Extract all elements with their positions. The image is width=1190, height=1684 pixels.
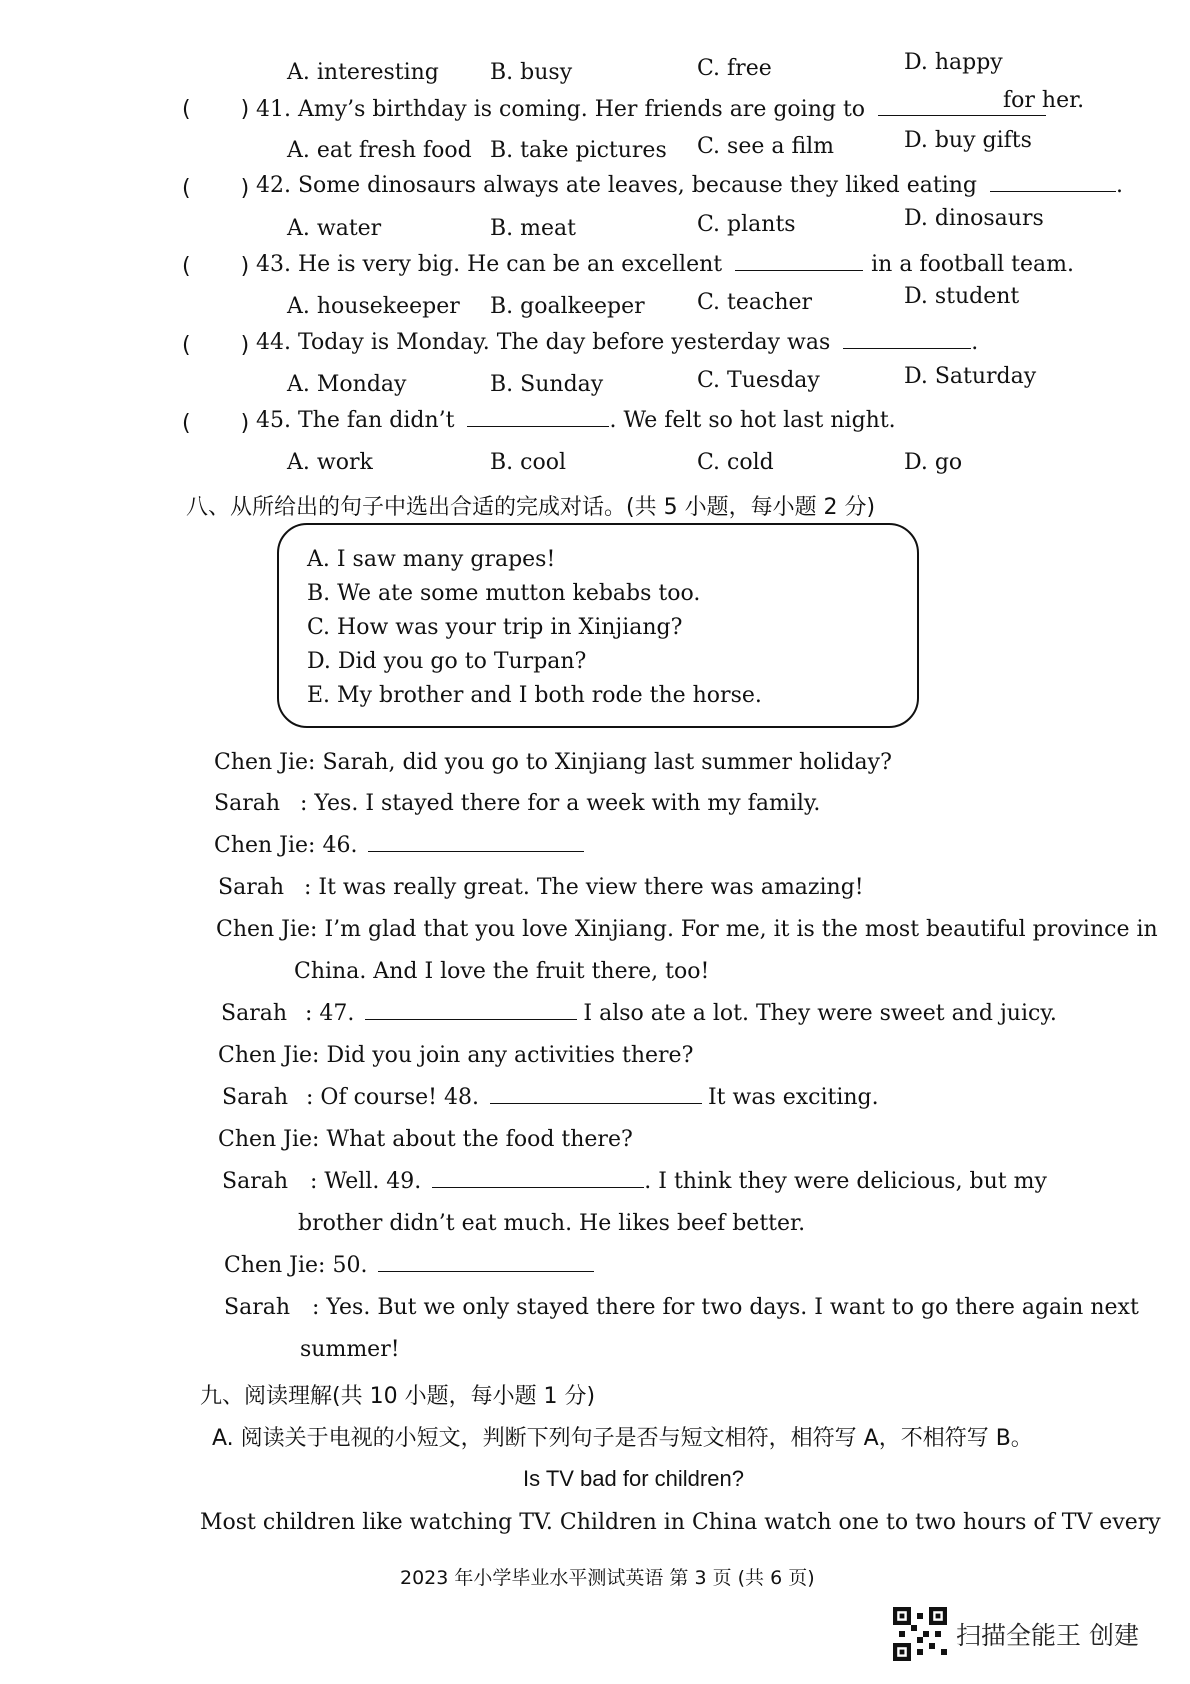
scanner-watermark: 扫描全能王 创建 [956, 1621, 1139, 1650]
passage-title: Is TV bad for children? [523, 1466, 744, 1491]
q41-tail: for her. [1003, 88, 1085, 113]
q43-option-b: B. goalkeeper [490, 294, 645, 319]
q44-option-c: C. Tuesday [697, 368, 820, 393]
q42-answer-paren[interactable]: ( ) [182, 176, 250, 201]
blank-47[interactable] [365, 1018, 577, 1020]
q44-option-a: A. Monday [287, 372, 407, 397]
q41-option-b: B. take pictures [490, 138, 667, 163]
dialogue-line-10-cont: brother didn’t eat much. He likes beef better. [298, 1211, 806, 1236]
q45-option-c: C. cold [697, 450, 774, 475]
dialogue-line-6: Sarah : 47. I also ate a lot. They were sweet and juicy. [221, 1001, 1057, 1026]
q41-option-a: A. eat fresh food [287, 138, 472, 163]
dialogue-line-2: Sarah : Yes. I stayed there for a week with my family. [214, 791, 821, 816]
q45-stem: 45. The fan didn’t . We felt so hot last night. [256, 408, 896, 433]
passage-line-1: Most children like watching TV. Children in China watch one to two hours of TV every [200, 1510, 1161, 1535]
q42-option-b: B. meat [490, 216, 576, 241]
q44-stem: 44. Today is Monday. The day before yesterday was . [256, 330, 979, 355]
q40-option-d: D. happy [904, 50, 1003, 75]
dialogue-line-5: Chen Jie: I’m glad that you love Xinjiang. For me, it is the most beautiful province in [216, 917, 1158, 942]
dialogue-line-8: Sarah : Of course! 48. It was exciting. [222, 1085, 879, 1110]
q41-stem: 41. Amy’s birthday is coming. Her friends are going to [256, 97, 1046, 122]
q43-blank [735, 269, 863, 271]
blank-46[interactable] [368, 850, 584, 852]
q41-option-c: C. see a film [697, 134, 835, 159]
section-9-title: 九、阅读理解(共 10 小题，每小题 1 分) [200, 1384, 596, 1409]
q40-option-c: C. free [697, 56, 772, 81]
dialogue-line-4: Sarah : It was really great. The view there was amazing! [218, 875, 864, 900]
dialogue-line-11: Chen Jie: 50. [224, 1253, 594, 1278]
dialogue-line-12-cont: summer! [300, 1337, 400, 1362]
q43-answer-paren[interactable]: ( ) [182, 254, 250, 279]
page-footer: 2023 年小学毕业水平测试英语 第 3 页 (共 6 页) [400, 1567, 815, 1589]
q42-option-d: D. dinosaurs [904, 206, 1044, 231]
choice-e: E. My brother and I both rode the horse. [307, 683, 762, 708]
q45-answer-paren[interactable]: ( ) [182, 411, 250, 436]
q45-option-d: D. go [904, 450, 963, 475]
q44-blank [843, 347, 971, 349]
dialogue-line-1: Chen Jie: Sarah, did you go to Xinjiang last summer holiday? [214, 750, 892, 775]
q41-answer-paren[interactable]: ( ) [182, 97, 250, 122]
q45-option-a: A. work [287, 450, 373, 475]
section-9-part-a: A. 阅读关于电视的小短文，判断下列句子是否与短文相符，相符写 A，不相符写 B。 [212, 1426, 1033, 1451]
q45-blank [467, 425, 609, 427]
dialogue-line-3: Chen Jie: 46. [214, 833, 584, 858]
q43-option-d: D. student [904, 284, 1020, 309]
dialogue-line-7: Chen Jie: Did you join any activities there? [218, 1043, 694, 1068]
qr-code-icon [893, 1607, 947, 1661]
section-8-title: 八、从所给出的句子中选出合适的完成对话。(共 5 小题，每小题 2 分) [186, 495, 876, 520]
dialogue-line-9: Chen Jie: What about the food there? [218, 1127, 633, 1152]
q43-stem: 43. He is very big. He can be an excellent in a football team. [256, 252, 1075, 277]
blank-48[interactable] [490, 1102, 702, 1104]
dialogue-line-10: Sarah : Well. 49. . I think they were delicious, but my [222, 1169, 1047, 1194]
choice-box [277, 523, 919, 728]
q44-answer-paren[interactable]: ( ) [182, 333, 250, 358]
q44-option-b: B. Sunday [490, 372, 604, 397]
choice-a: A. I saw many grapes! [307, 547, 556, 572]
q42-option-c: C. plants [697, 212, 796, 237]
blank-50[interactable] [378, 1270, 594, 1272]
q43-option-c: C. teacher [697, 290, 813, 315]
q41-blank [878, 114, 1046, 116]
choice-c: C. How was your trip in Xinjiang? [307, 615, 683, 640]
dialogue-line-12: Sarah : Yes. But we only stayed there for two days. I want to go there again next [224, 1295, 1139, 1320]
q43-option-a: A. housekeeper [287, 294, 460, 319]
q42-blank [990, 190, 1116, 192]
blank-49[interactable] [432, 1186, 644, 1188]
dialogue-line-5-cont: China. And I love the fruit there, too! [294, 959, 710, 984]
q45-option-b: B. cool [490, 450, 567, 475]
q44-option-d: D. Saturday [904, 364, 1037, 389]
q42-stem: 42. Some dinosaurs always ate leaves, because they liked eating . [256, 173, 1123, 198]
choice-b: B. We ate some mutton kebabs too. [307, 581, 701, 606]
choice-d: D. Did you go to Turpan? [307, 649, 587, 674]
q40-option-a: A. interesting [287, 60, 439, 85]
q41-option-d: D. buy gifts [904, 128, 1032, 153]
q40-option-b: B. busy [490, 60, 573, 85]
q42-option-a: A. water [287, 216, 382, 241]
